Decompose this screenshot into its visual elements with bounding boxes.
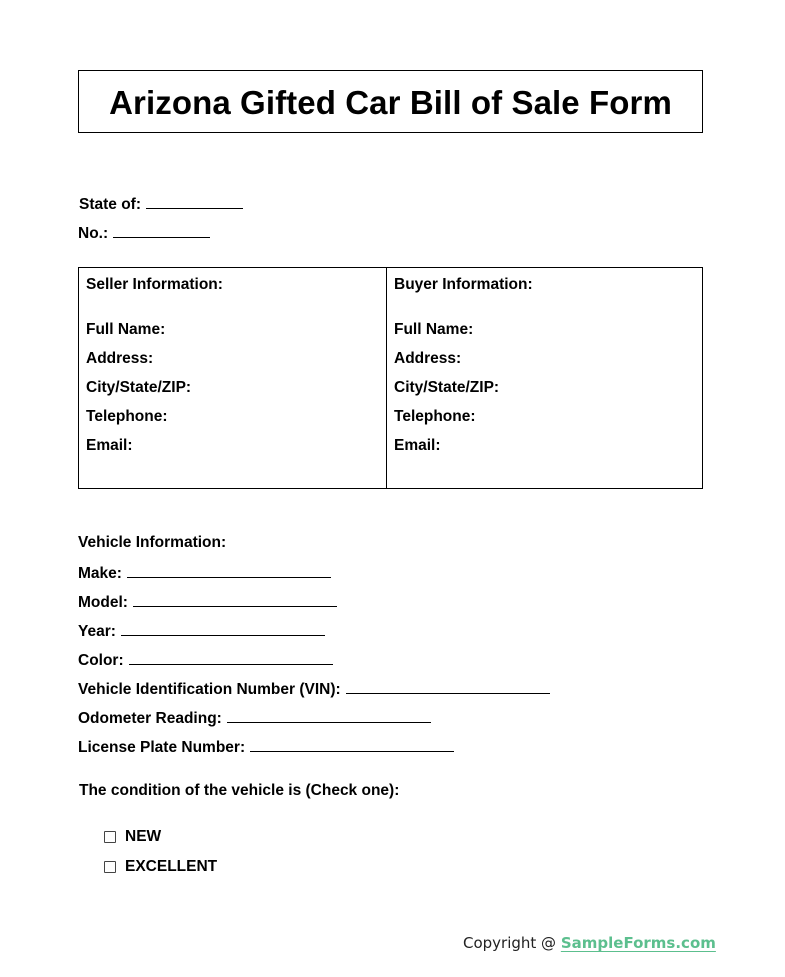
license-plate-blank[interactable]: [250, 737, 454, 752]
buyer-info-column: [387, 268, 702, 488]
seller-address-label: Address:: [86, 350, 154, 367]
number-label: No.:: [78, 225, 109, 242]
buyer-email-label: Email:: [394, 437, 441, 454]
odometer-blank[interactable]: [227, 708, 431, 723]
make-blank[interactable]: [127, 563, 331, 578]
buyer-address-label: Address:: [394, 350, 462, 367]
page-title: Arizona Gifted Car Bill of Sale Form: [109, 83, 672, 121]
color-label: Color:: [78, 652, 124, 669]
seller-full-name-label: Full Name:: [86, 321, 166, 338]
license-plate-label: License Plate Number:: [78, 739, 246, 756]
state-of-label: State of:: [79, 196, 141, 213]
year-blank[interactable]: [121, 621, 325, 636]
condition-option-new[interactable]: [104, 828, 161, 846]
make-label: Make:: [78, 565, 122, 582]
seller-heading: Seller Information:: [86, 276, 223, 293]
buyer-full-name-label: Full Name:: [394, 321, 474, 338]
year-label: Year:: [78, 623, 116, 640]
party-info-table: [78, 267, 703, 489]
seller-telephone-label: Telephone:: [86, 408, 168, 425]
odometer-label: Odometer Reading:: [78, 710, 222, 727]
copyright-footer: [463, 934, 716, 952]
vehicle-year-field: [78, 621, 325, 641]
vehicle-odometer-field: [78, 708, 431, 728]
number-field: [78, 223, 210, 243]
checkbox-icon[interactable]: [104, 861, 116, 873]
vehicle-color-field: [78, 650, 333, 670]
copyright-text: Copyright @: [463, 934, 561, 952]
seller-city-state-zip-label: City/State/ZIP:: [86, 379, 192, 396]
vin-label: Vehicle Identification Number (VIN):: [78, 681, 341, 698]
vin-blank[interactable]: [346, 679, 550, 694]
title-box: [78, 70, 703, 133]
state-of-blank[interactable]: [146, 194, 243, 209]
number-blank[interactable]: [113, 223, 210, 238]
vehicle-info-heading: Vehicle Information:: [78, 534, 227, 551]
buyer-heading: Buyer Information:: [394, 276, 533, 293]
condition-option-label: NEW: [125, 828, 162, 845]
brand-link[interactable]: SampleForms.com: [560, 934, 716, 952]
vehicle-make-field: [78, 563, 331, 583]
seller-info-column: [79, 268, 387, 488]
model-label: Model:: [78, 594, 128, 611]
state-of-field: [79, 194, 243, 214]
vehicle-vin-field: [78, 679, 550, 699]
checkbox-icon[interactable]: [104, 831, 116, 843]
condition-prompt: The condition of the vehicle is (Check one):: [79, 782, 400, 799]
color-blank[interactable]: [129, 650, 333, 665]
condition-option-excellent[interactable]: [104, 858, 217, 876]
vehicle-license-plate-field: [78, 737, 454, 757]
model-blank[interactable]: [133, 592, 337, 607]
vehicle-model-field: [78, 592, 337, 612]
seller-email-label: Email:: [86, 437, 133, 454]
buyer-telephone-label: Telephone:: [394, 408, 476, 425]
condition-option-label: EXCELLENT: [125, 858, 218, 875]
buyer-city-state-zip-label: City/State/ZIP:: [394, 379, 500, 396]
